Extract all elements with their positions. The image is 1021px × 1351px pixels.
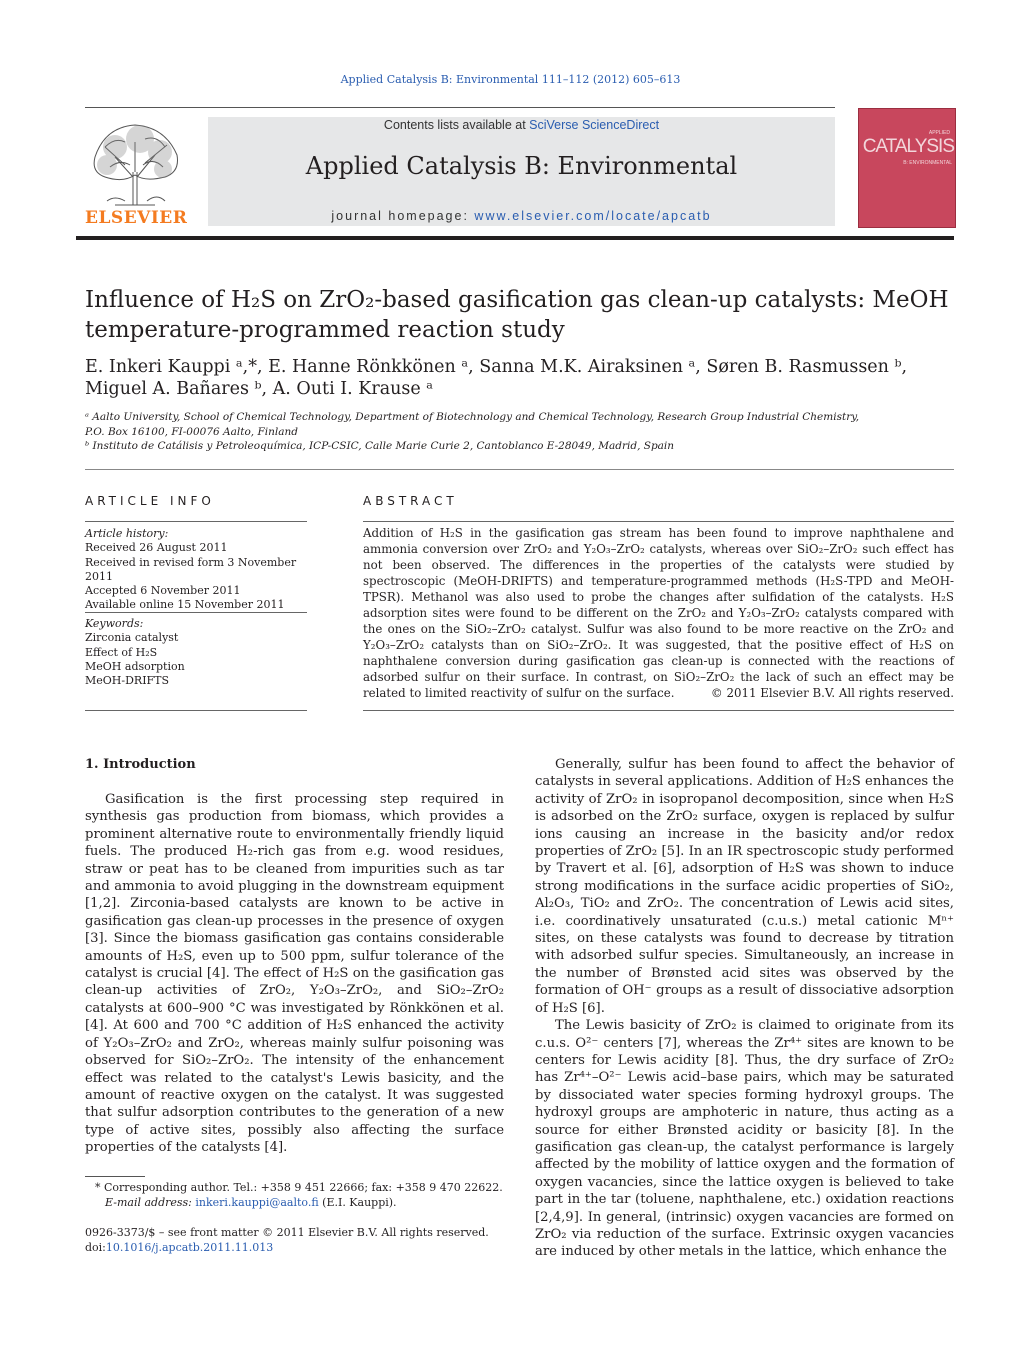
affiliation-b: ᵇ Instituto de Catálisis y Petroleoquímica, ICP-CSIC, Calle Marie Curie 2, Cantoblanco E-28049, Madrid, Spain: [85, 440, 675, 452]
body-paragraph: Generally, sulfur has been found to affect the behavior of catalysts in several applications. Addition of H₂S enhances the activity of ZrO₂ in isopropanol decomposition, since when H₂S is adsorbed on the ZrO₂ surface, oxygen is replaced by sulfur ions causing an increase in the basicity and/or redox properties of ZrO₂ [5]. In an IR spectroscopic study performed by Travert et al. [6], adsorption of H₂S was shown to induce strong modifications in the surface acidic properties of SiO₂, Al₂O₃, TiO₂ and ZrO₂. The concentration of Lewis acid sites, i.e. coordinatively unsaturated (c.u.s.) metal cationic Mⁿ⁺ sites, on these catalysts was found to decrease by titration with adsorbed sulfur species. Simultaneously, an increase in the number of Brønsted acid sites was observed by the formation of OH⁻ groups as a result of dissociative adsorption of H₂S [6].: [535, 757, 954, 1016]
keyword-item: Effect of H₂S: [85, 645, 158, 659]
article-title: Influence of H₂S on ZrO₂-based gasification gas clean-up catalysts: MeOH temperature-programmed reaction study: [85, 287, 949, 343]
header-thick-rule: [76, 236, 954, 240]
footnote-rule: [85, 1176, 145, 1177]
email-suffix: (E.I. Kauppi).: [318, 1195, 397, 1209]
journal-cover-image: [858, 108, 956, 228]
history-label: Article history:: [85, 527, 169, 540]
body-right-column: [535, 756, 954, 1261]
corresponding-line: * Corresponding author. Tel.: +358 9 451 22666; fax: +358 9 470 22622.: [95, 1181, 503, 1194]
affiliation-a-line1: ᵃ Aalto University, School of Chemical Technology, Department of Biotechnology and Chemical Technology, Research Group Industrial Chemistry,: [85, 411, 860, 423]
abstract-copyright: © 2011 Elsevier B.V. All rights reserved.: [710, 686, 954, 700]
journal-reference[interactable]: Applied Catalysis B: Environmental 111–112 (2012) 605–613: [340, 73, 681, 86]
history-online: Available online 15 November 2011: [85, 598, 285, 612]
contents-prefix: Contents lists available at: [383, 118, 530, 132]
keyword-item: Zirconia catalyst: [85, 631, 179, 645]
abstract-heading: ABSTRACT: [363, 494, 458, 508]
homepage-prefix: journal homepage:: [331, 209, 475, 223]
keyword-item: MeOH-DRIFTS: [85, 674, 170, 688]
corresponding-author-footnote: [85, 1181, 505, 1210]
abstract-text: Addition of H₂S in the gasification gas stream has been found to improve naphthalene and ammonia conversion over ZrO₂ and Y₂O₃–ZrO₂ catalysts, whereas over SiO₂–ZrO₂ such effect has not been observed. The differences in the properties of the catalysts were studied by spectroscopic (MeOH-DRIFTS) and temperature-programmed methods (H₂S-TPD and MeOH-TPSR). Methanol was also used to probe the changes after sulfidation of the catalysts. H₂S adsorption sites were found to be different on the ZrO₂ and Y₂O₃–ZrO₂ catalysts compared with the ones on the SiO₂–ZrO₂ catalyst. Sulfur was also found to be more reactive on the ZrO₂ and Y₂O₃–ZrO₂ catalysts than on SiO₂–ZrO₂. It was suggested, that the positive effect of H₂S on naphthalene conversion during gasification gas clean-up is connected with the reactions of adsorbed sulfur on their surface. In contrast, on SiO₂–ZrO₂ the lack of such an effect may be related to limited reactivity of sulfur on the surface.: [363, 526, 954, 700]
doi-link[interactable]: 10.1016/j.apcatb.2011.11.013: [105, 1241, 274, 1254]
doi-line: [85, 1240, 505, 1255]
cover-subtitle: B: ENVIRONMENTAL: [903, 160, 952, 166]
history-revised: Received in revised form 3 November 2011: [85, 555, 297, 583]
doi-prefix: doi:: [85, 1241, 106, 1254]
cover-title: CATALYSIS: [862, 136, 954, 157]
article-info-rule: [85, 521, 307, 522]
body-paragraph: The Lewis basicity of ZrO₂ is claimed to originate from its c.u.s. O²⁻ centers [7], whereas the Zr⁴⁺ sites are known to be centers for Lewis acidity [8]. Thus, the dry surface of ZrO₂ has Zr⁴⁺–O²⁻ Lewis acid–base pairs, which may be saturated by dissociated water species forming hydroxyl groups. The hydroxyl groups are amphoteric in nature, thus acting as a source for either Brønsted acidity or basicity [8]. In the gasification gas clean-up, the catalyst performance is largely affected by the mobility of lattice oxygen and the formation of oxygen vacancies, since the lattice oxygen is believed to take part in the tar (toluene, naphthalene, etc.) oxidation reactions [2,4,9]. In general, (intrinsic) oxygen vacancies are formed on ZrO₂ via reduction of the surface. Extrinsic oxygen vacancies are induced by other metals in the lattice, which enhance the: [535, 1018, 954, 1260]
issn-line: 0926-3373/$ – see front matter © 2011 Elsevier B.V. All rights reserved.: [85, 1226, 489, 1239]
section-heading-introduction: 1. Introduction: [85, 757, 196, 772]
article-info-heading: ARTICLE INFO: [85, 494, 215, 508]
body-left-column: [85, 791, 504, 1157]
history-accepted: Accepted 6 November 2011: [85, 584, 241, 598]
sciencedirect-link[interactable]: SciVerse ScienceDirect: [529, 118, 660, 132]
contents-available-line: [208, 118, 835, 132]
email-label: E-mail address:: [105, 1195, 196, 1209]
author-list: [85, 356, 955, 400]
cover-small-text: APPLIED: [928, 130, 950, 136]
affiliation-rule: [85, 469, 954, 470]
email-link[interactable]: inkeri.kauppi@aalto.fi: [195, 1195, 319, 1209]
article-history: [85, 527, 307, 613]
abstract-bottom-rule: [363, 710, 954, 711]
keywords-list: [85, 617, 307, 688]
keywords-rule: [85, 612, 307, 613]
abstract-rule: [363, 521, 954, 522]
authors-line-1: E. Inkeri Kauppi ᵃ,*, E. Hanne Rönkkönen ᵃ, Sanna M.K. Airaksinen ᵃ, Søren B. Rasmussen ᵇ,: [85, 357, 908, 377]
header-top-rule: [85, 107, 835, 108]
elsevier-wordmark: ELSEVIER: [85, 208, 188, 228]
article-info-bottom-rule: [85, 710, 307, 711]
authors-line-2: Miguel A. Bañares ᵇ, A. Outi I. Krause ᵃ: [85, 379, 434, 399]
journal-homepage-line: [208, 209, 835, 223]
email-line: [85, 1196, 505, 1211]
affiliation-a-line2: P.O. Box 16100, FI-00076 Aalto, Finland: [85, 426, 298, 438]
keywords-label: Keywords:: [85, 617, 144, 630]
issn-doi-block: [85, 1225, 505, 1255]
history-received: Received 26 August 2011: [85, 541, 228, 555]
keyword-item: MeOH adsorption: [85, 659, 185, 673]
intro-paragraph: Gasification is the first processing step required in synthesis gas production from biomass, which provides a prominent alternative route to environmentally friendly liquid fuels. The produced H₂-rich gas from e.g. wood residues, straw or peat has to be cleaned from impurities such as tar and ammonia to avoid plugging in the downstream equipment [1,2]. Zirconia-based catalysts are known to be active in gasification gas clean-up processes in the presence of oxygen [3]. Since the biomass gasification gas contains considerable amounts of H₂S, even up to 500 ppm, sulfur tolerance of the catalyst is crucial [4]. The effect of H₂S on the gasification gas clean-up activities of ZrO₂, Y₂O₃–ZrO₂, and SiO₂–ZrO₂ catalysts at 600–900 °C was investigated by Rönkkönen et al. [4]. At 600 and 700 °C addition of H₂S enhanced the activity of Y₂O₃–ZrO₂ and ZrO₂, whereas mainly sulfur poisoning was observed for SiO₂–ZrO₂. The intensity of the enhancement effect was related to the catalyst's Lewis basicity, and the amount of reactive oxygen on the catalyst. It was suggested that sulfur adsorption contributes to the generation of a new type of active sites, possibly also affecting the surface properties of the catalysts [4].: [85, 792, 504, 1156]
journal-title: Applied Catalysis B: Environmental: [305, 152, 738, 180]
homepage-link[interactable]: www.elsevier.com/locate/apcatb: [474, 209, 712, 223]
